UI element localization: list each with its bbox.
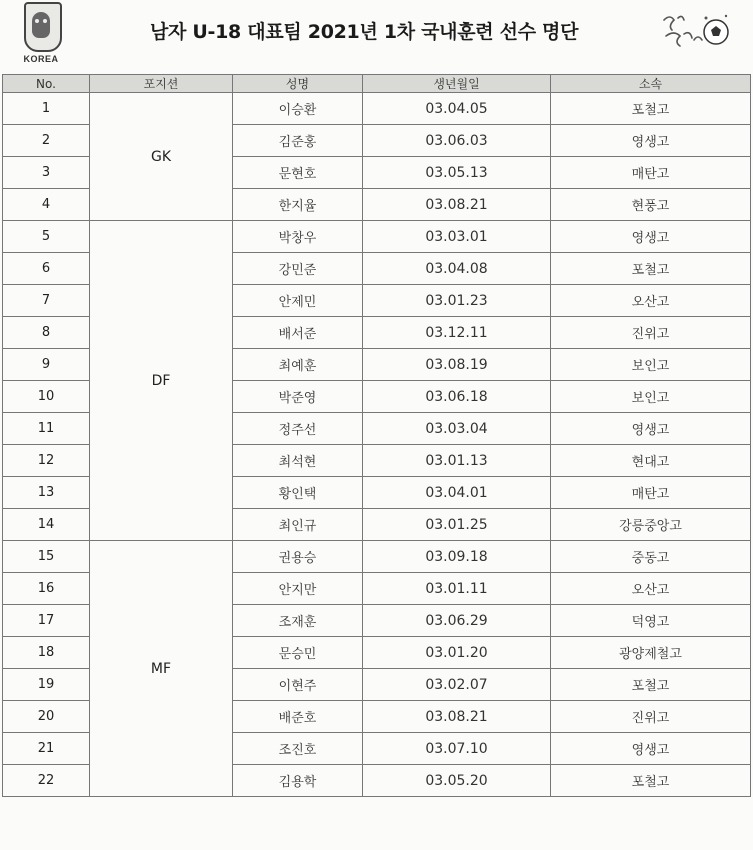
player-dob: 03.08.21	[363, 701, 551, 733]
player-dob: 03.05.20	[363, 765, 551, 797]
document-header	[0, 0, 753, 70]
player-name: 이승환	[233, 93, 363, 125]
player-club: 진위고	[551, 317, 751, 349]
player-club: 포철고	[551, 765, 751, 797]
player-number: 4	[3, 189, 90, 221]
table-row	[3, 221, 751, 253]
player-number: 21	[3, 733, 90, 765]
player-number: 8	[3, 317, 90, 349]
player-name: 안제민	[233, 285, 363, 317]
player-club: 포철고	[551, 669, 751, 701]
player-dob: 03.01.25	[363, 509, 551, 541]
player-name: 황인택	[233, 477, 363, 509]
player-dob: 03.12.11	[363, 317, 551, 349]
player-dob: 03.01.23	[363, 285, 551, 317]
logo-text: KOREA	[23, 54, 59, 64]
player-number: 22	[3, 765, 90, 797]
col-header-no: No.	[3, 75, 90, 93]
player-club: 현풍고	[551, 189, 751, 221]
player-name: 배준호	[233, 701, 363, 733]
position-group: GK	[90, 93, 233, 221]
player-club: 진위고	[551, 701, 751, 733]
player-club: 매탄고	[551, 477, 751, 509]
player-club: 매탄고	[551, 157, 751, 189]
player-dob: 03.02.07	[363, 669, 551, 701]
player-name: 강민준	[233, 253, 363, 285]
player-name: 안지만	[233, 573, 363, 605]
player-name: 김용학	[233, 765, 363, 797]
page-title: 남자 U-18 대표팀 2021년 1차 국내훈련 선수 명단	[150, 21, 579, 43]
table-row	[3, 93, 751, 125]
player-name: 문현호	[233, 157, 363, 189]
player-name: 김준홍	[233, 125, 363, 157]
player-club: 영생고	[551, 413, 751, 445]
player-number: 7	[3, 285, 90, 317]
player-club: 중동고	[551, 541, 751, 573]
player-number: 20	[3, 701, 90, 733]
player-club: 덕영고	[551, 605, 751, 637]
player-name: 한지율	[233, 189, 363, 221]
player-name: 문승민	[233, 637, 363, 669]
player-dob: 03.04.05	[363, 93, 551, 125]
player-dob: 03.05.13	[363, 157, 551, 189]
col-header-name: 성명	[233, 75, 363, 93]
player-club: 보인고	[551, 349, 751, 381]
player-club: 영생고	[551, 733, 751, 765]
player-number: 2	[3, 125, 90, 157]
player-number: 13	[3, 477, 90, 509]
player-dob: 03.03.01	[363, 221, 551, 253]
table-header-row	[3, 75, 751, 93]
player-dob: 03.07.10	[363, 733, 551, 765]
col-header-club: 소속	[551, 75, 751, 93]
table-row	[3, 541, 751, 573]
player-club: 포철고	[551, 93, 751, 125]
roster-body	[3, 93, 751, 797]
player-number: 15	[3, 541, 90, 573]
tiger-crest-icon	[24, 2, 62, 52]
player-number: 12	[3, 445, 90, 477]
player-number: 17	[3, 605, 90, 637]
player-name: 최석현	[233, 445, 363, 477]
player-number: 6	[3, 253, 90, 285]
player-name: 최예훈	[233, 349, 363, 381]
player-dob: 03.08.21	[363, 189, 551, 221]
player-name: 박창우	[233, 221, 363, 253]
player-club: 영생고	[551, 221, 751, 253]
player-dob: 03.09.18	[363, 541, 551, 573]
player-club: 보인고	[551, 381, 751, 413]
player-name: 최인규	[233, 509, 363, 541]
player-dob: 03.04.01	[363, 477, 551, 509]
player-dob: 03.08.19	[363, 349, 551, 381]
position-group: DF	[90, 221, 233, 541]
player-number: 14	[3, 509, 90, 541]
player-dob: 03.06.29	[363, 605, 551, 637]
col-header-position: 포지션	[90, 75, 233, 93]
player-dob: 03.06.18	[363, 381, 551, 413]
player-dob: 03.01.20	[363, 637, 551, 669]
player-club: 포철고	[551, 253, 751, 285]
player-name: 조진호	[233, 733, 363, 765]
player-number: 3	[3, 157, 90, 189]
player-club: 강릉중앙고	[551, 509, 751, 541]
player-name: 조재훈	[233, 605, 363, 637]
player-number: 19	[3, 669, 90, 701]
player-name: 배서준	[233, 317, 363, 349]
player-number: 16	[3, 573, 90, 605]
player-dob: 03.03.04	[363, 413, 551, 445]
player-dob: 03.01.11	[363, 573, 551, 605]
col-header-dob: 생년월일	[363, 75, 551, 93]
kfa-logo	[22, 2, 60, 64]
player-number: 1	[3, 93, 90, 125]
player-number: 11	[3, 413, 90, 445]
player-name: 정주선	[233, 413, 363, 445]
player-number: 5	[3, 221, 90, 253]
player-number: 18	[3, 637, 90, 669]
player-dob: 03.06.03	[363, 125, 551, 157]
player-number: 10	[3, 381, 90, 413]
player-number: 9	[3, 349, 90, 381]
player-club: 광양제철고	[551, 637, 751, 669]
player-club: 영생고	[551, 125, 751, 157]
slogan-soccer-ball-icon	[660, 10, 732, 54]
player-club: 오산고	[551, 285, 751, 317]
player-name: 권용승	[233, 541, 363, 573]
player-name: 이현주	[233, 669, 363, 701]
position-group: MF	[90, 541, 233, 797]
player-club: 오산고	[551, 573, 751, 605]
roster-table	[2, 74, 751, 797]
player-club: 현대고	[551, 445, 751, 477]
player-name: 박준영	[233, 381, 363, 413]
player-dob: 03.04.08	[363, 253, 551, 285]
player-dob: 03.01.13	[363, 445, 551, 477]
